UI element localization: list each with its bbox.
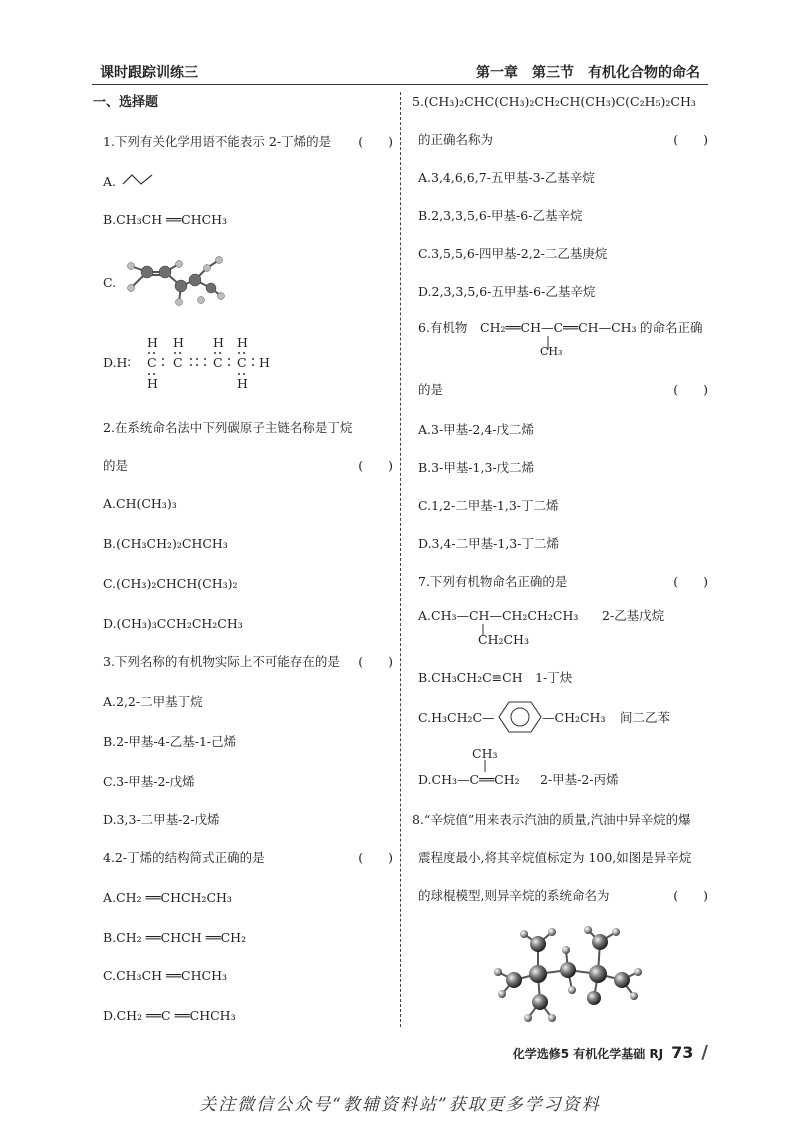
q3-option-a: A.2,2-二甲基丁烷: [103, 694, 203, 709]
q8-answer-paren: ( ): [673, 888, 708, 903]
q7-c-benzene-ring-icon: [498, 700, 542, 734]
q1-stem: 1.下列有关化学用语不能表示 2-丁烯的是: [103, 134, 332, 149]
q7-option-a-branch: CH₂CH₃: [478, 632, 529, 647]
q1-electron-dots-icon: [139, 348, 269, 380]
q2-option-d: D.(CH₃)₃CCH₂CH₂CH₃: [103, 616, 243, 631]
q7-option-d-top: CH₃: [472, 746, 498, 761]
q7-option-a-name: 2-乙基戊烷: [602, 608, 665, 623]
q1-d-c4: C: [237, 355, 247, 370]
footer-book-title: 化学选修5 有机化学基础 RJ: [512, 1047, 664, 1061]
q1-option-c: C.: [103, 275, 117, 290]
q1-d-c1: C: [147, 355, 157, 370]
q8-isooctane-ball-stick-model-icon: [488, 920, 648, 1030]
q6-branch-methyl: CH₃: [540, 345, 563, 358]
q1-zigzag-skeletal-icon: [121, 172, 155, 186]
q8-stem-line2: 震程度最小,将其辛烷值标定为 100,如图是异辛烷: [418, 850, 692, 865]
q7-option-d-name: 2-甲基-2-丙烯: [540, 772, 619, 787]
q7-option-c-right: —CH₂CH₃: [542, 710, 606, 725]
q1-ball-stick-model-icon: [121, 252, 231, 312]
q3-stem: 3.下列名称的有机物实际上不可能存在的是: [103, 654, 340, 669]
q1-d-h4: H: [237, 335, 248, 350]
q6-formula: CH₂══CH—C══CH—CH₃: [480, 320, 637, 335]
q1-answer-paren: ( ): [358, 134, 393, 149]
q6-option-d: D.3,4-二甲基-1,3-丁二烯: [418, 536, 559, 551]
q1-d-h-bottom1: H: [147, 376, 158, 391]
q2-option-c: C.(CH₃)₂CHCH(CH₃)₂: [103, 576, 238, 591]
q4-option-c: C.CH₃CH ══CHCH₃: [103, 968, 227, 983]
q7-stem: 7.下列有机物命名正确的是: [418, 574, 568, 589]
q5-option-d: D.2,3,3,5,6-五甲基-6-乙基辛烷: [418, 284, 596, 299]
q1-d-c3: C: [213, 355, 223, 370]
q4-stem: 4.2-丁烯的结构简式正确的是: [103, 850, 265, 865]
q4-option-a: A.CH₂ ══CHCH₂CH₃: [103, 890, 232, 905]
q6-stem-prefix: 6.有机物: [418, 320, 468, 335]
q3-option-d: D.3,3-二甲基-2-戊烯: [103, 812, 220, 827]
q7-option-b: B.CH₃CH₂C≡CH 1-丁炔: [418, 670, 573, 685]
q5-option-c: C.3,5,5,6-四甲基-2,2-二乙基庚烷: [418, 246, 608, 261]
column-divider: [400, 92, 401, 1027]
q7-option-d-formula: D.CH₃—C══CH₂: [418, 772, 520, 787]
q8-stem-line1: 8.“辛烷值”用来表示汽油的质量,汽油中异辛烷的爆: [412, 812, 691, 827]
q2-option-a: A.CH(CH₃)₃: [103, 496, 177, 511]
q6-option-c: C.1,2-二甲基-1,3-丁二烯: [418, 498, 559, 513]
q3-option-b: B.2-甲基-4-乙基-1-己烯: [103, 734, 237, 749]
q4-answer-paren: ( ): [358, 850, 393, 865]
q6-option-a: A.3-甲基-2,4-戊二烯: [418, 422, 535, 437]
q1-option-a: A.: [103, 174, 117, 189]
q2-option-b: B.(CH₃CH₂)₂CHCH₃: [103, 536, 228, 551]
q4-option-d: D.CH₂ ══C ══CHCH₃: [103, 1008, 236, 1023]
q6-answer-paren: ( ): [673, 382, 708, 397]
section-title: 一、选择题: [93, 95, 159, 110]
q1-d-h2: H: [173, 335, 184, 350]
bottom-watermark-note: 关注微信公众号“教辅资料站”获取更多学习资料: [199, 1095, 601, 1115]
footer-slash: /: [701, 1042, 708, 1063]
q1-d-h1: H: [147, 335, 158, 350]
q6-stem-suffix: 的命名正确: [640, 320, 703, 335]
header-left: 课时跟踪训练三: [100, 65, 198, 81]
q5-option-a: A.3,4,6,6,7-五甲基-3-乙基辛烷: [418, 170, 595, 185]
q2-stem-line1: 2.在系统命名法中下列碳原子主链名称是丁烷: [103, 420, 353, 435]
page-footer: [513, 1042, 708, 1063]
q7-option-a-formula: A.CH₃—CH—CH₂CH₂CH₃: [418, 608, 579, 623]
header-rule: [92, 84, 708, 85]
q2-answer-paren: ( ): [358, 458, 393, 473]
q2-stem-line2: 的是: [103, 458, 129, 473]
q7-option-c-left: C.H₃CH₂C—: [418, 710, 495, 725]
q5-stem-line1: 5.(CH₃)₂CHC(CH₃)₂CH₂CH(CH₃)C(C₂H₅)₂CH₃: [412, 94, 696, 109]
header-right: 第一章 第三节 有机化合物的命名: [476, 65, 700, 81]
q7-answer-paren: ( ): [673, 574, 708, 589]
q7-d-branch-bond: [483, 760, 487, 772]
q3-option-c: C.3-甲基-2-戊烯: [103, 774, 195, 789]
q6-option-b: B.3-甲基-1,3-戊二烯: [418, 460, 535, 475]
q8-stem-line3: 的球棍模型,则异辛烷的系统命名为: [418, 888, 610, 903]
q1-d-h3: H: [213, 335, 224, 350]
q1-d-h-bottom2: H: [237, 376, 248, 391]
q3-answer-paren: ( ): [358, 654, 393, 669]
q7-option-c-name: 间二乙苯: [620, 710, 671, 725]
q1-option-d-label: D.H∶: [103, 355, 131, 370]
page-number: 73: [671, 1043, 694, 1062]
q1-option-b: B.CH₃CH ══CHCH₃: [103, 212, 228, 227]
q1-d-h-right: H: [259, 355, 270, 370]
q1-d-c2: C: [173, 355, 183, 370]
q5-answer-paren: ( ): [673, 132, 708, 147]
q5-option-b: B.2,3,3,5,6-甲基-6-乙基辛烷: [418, 208, 583, 223]
q5-stem-line2: 的正确名称为: [418, 132, 494, 147]
q4-option-b: B.CH₂ ══CHCH ══CH₂: [103, 930, 247, 945]
q6-stem-line2: 的是: [418, 382, 444, 397]
